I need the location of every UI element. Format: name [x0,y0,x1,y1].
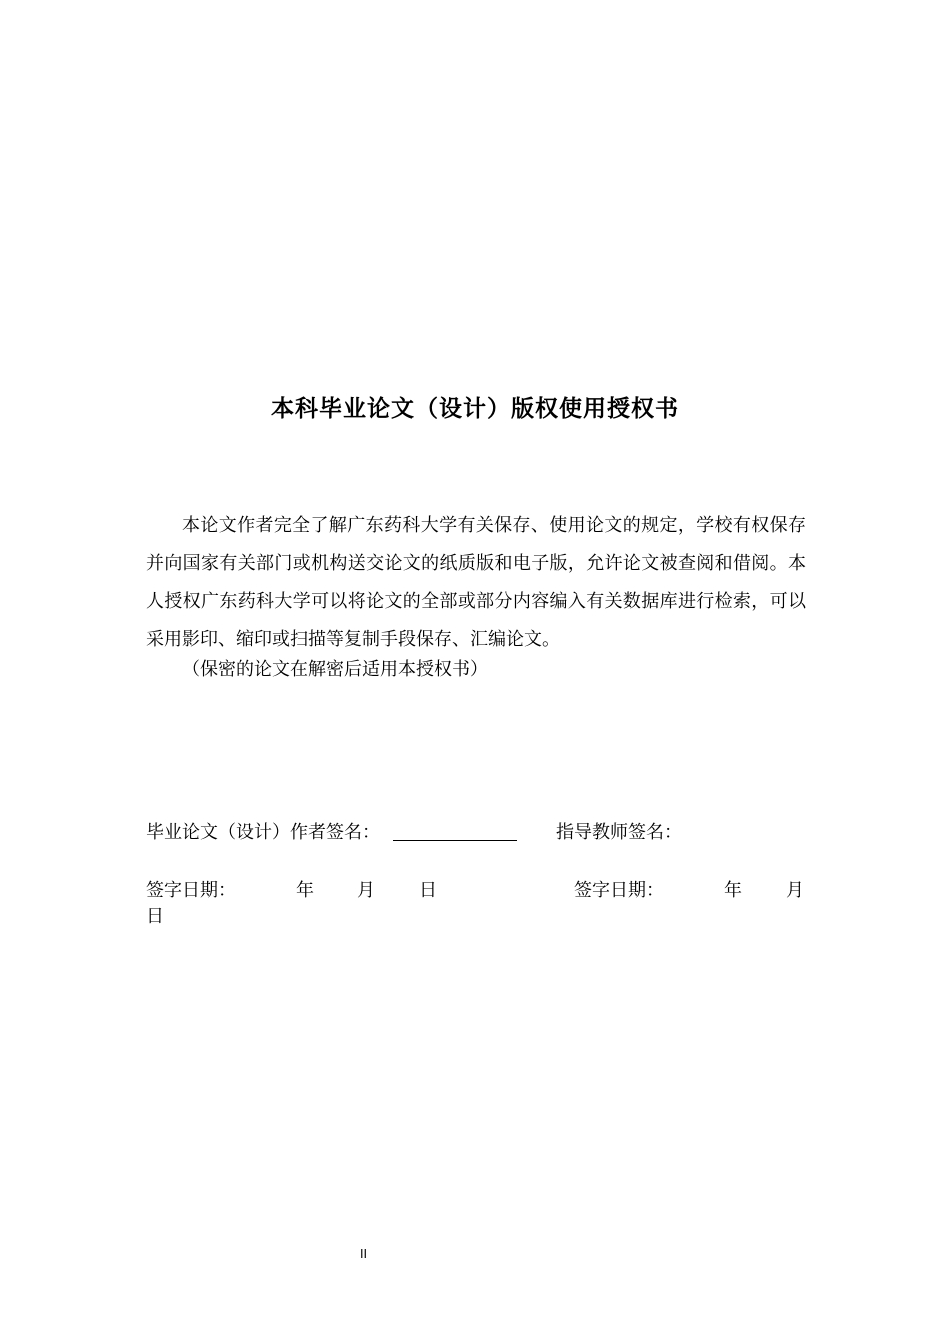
author-date-label: 签字日期： [146,880,236,901]
author-date-month: 月 [357,880,375,901]
teacher-date-month: 月 [786,880,804,901]
authorization-paragraph: 本论文作者完全了解广东药科大学有关保存、使用论文的规定，学校有权保存并向国家有关部门或机构送交论文的纸质版和电子版，允许论文被查阅和借阅。本人授权广东药科大学可以将论文的全部或部分内容编入有关数据库进行检索，可以采用影印、缩印或扫描等复制手段保存、汇编论文。 [146,515,806,650]
teacher-signature-label: 指导教师签名： [556,822,682,843]
author-date-year: 年 [296,880,314,901]
author-date-day: 日 [419,880,437,901]
author-signature-label: 毕业论文（设计）作者签名： [146,822,380,843]
author-signature-line[interactable] [393,840,517,841]
signature-row [146,818,806,848]
page-number: II [360,1247,368,1261]
document-title: 本科毕业论文（设计）版权使用授权书 [271,396,679,422]
teacher-date-day: 日 [146,906,164,927]
confidential-note: （保密的论文在解密后适用本授权书） [182,659,488,680]
teacher-date-label: 签字日期： [574,880,664,901]
teacher-date-year: 年 [724,880,742,901]
